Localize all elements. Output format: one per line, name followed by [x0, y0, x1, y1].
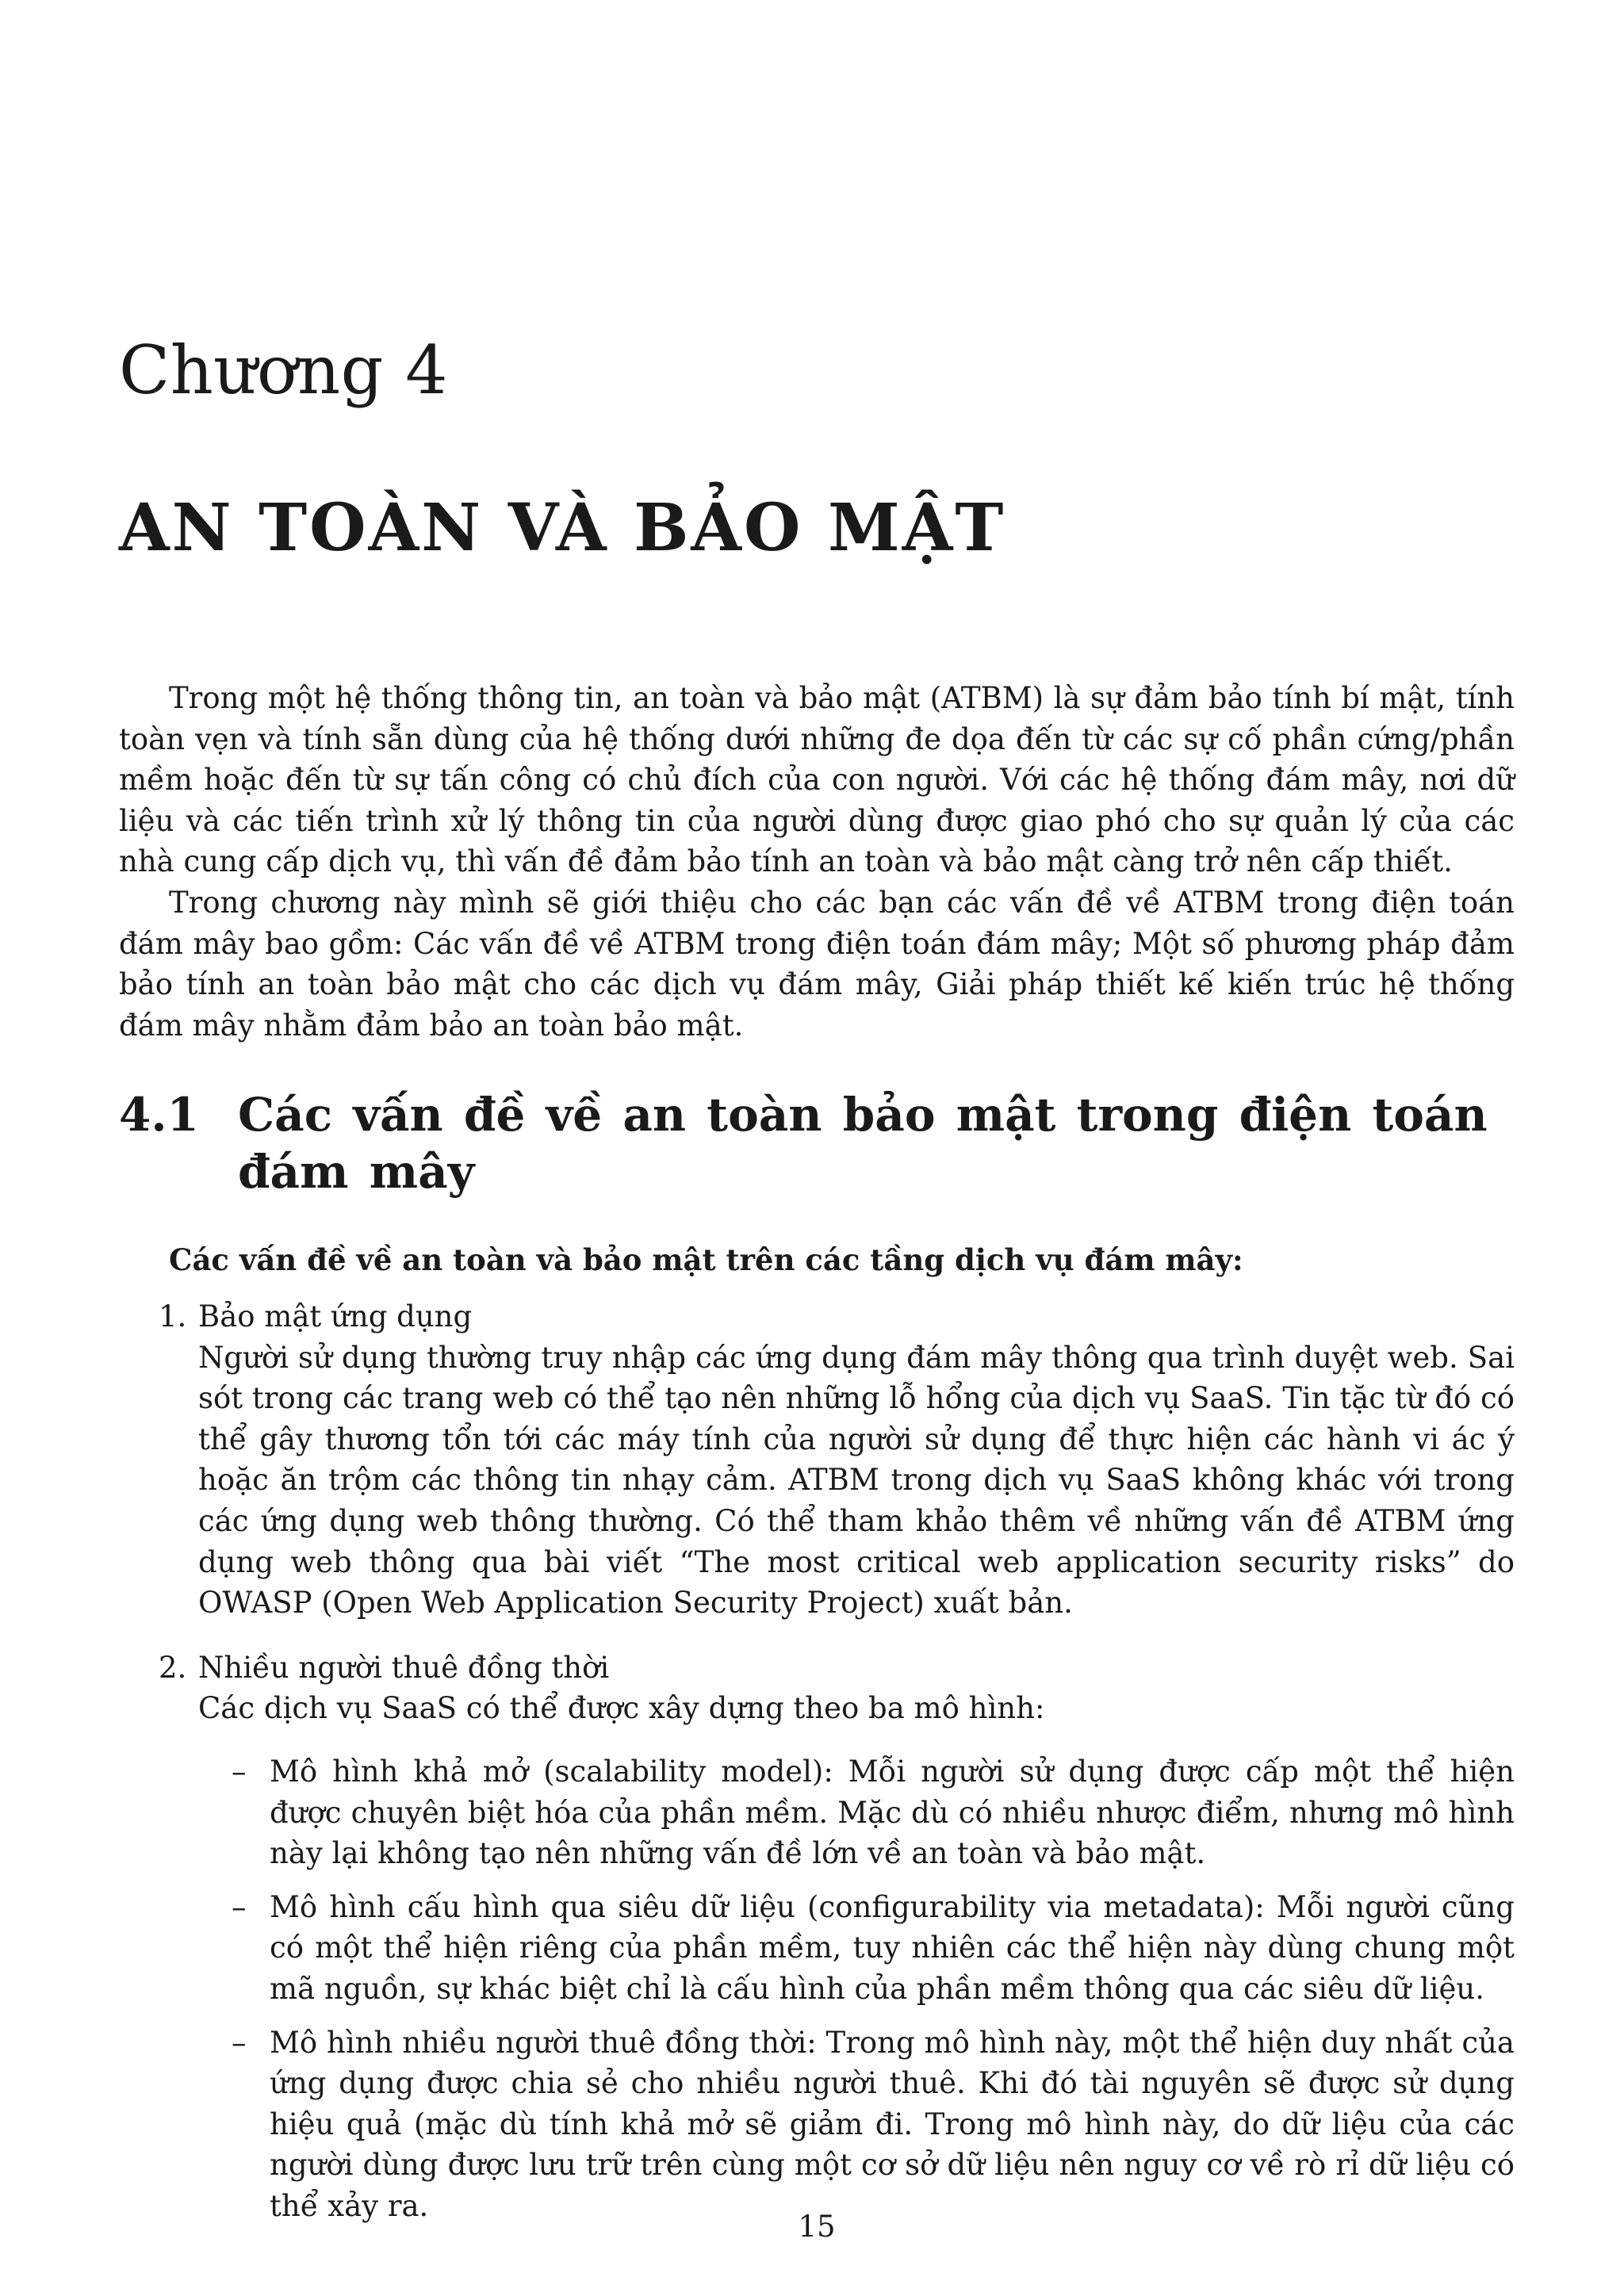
list-item	[159, 1296, 1515, 1624]
list-item-body	[198, 1296, 1515, 1624]
sub-list-item	[232, 1887, 1515, 2010]
intro-paragraph-1: Trong một hệ thống thông tin, an toàn và bảo mật (ATBM) là sự đảm bảo tính bí mật, tính toàn vẹn và tính sẵn dùng của hệ thống dưới những đe dọa đến từ các sự cố phần cứng/phần mềm hoặc đến từ sự tấn công có chủ đích của con người. Với các hệ thống đám mây, nơi dữ liệu và các tiến trình xử lý thông tin của người dùng được giao phó cho sự quản lý của các nhà cung cấp dịch vụ, thì vấn đề đảm bảo tính an toàn và bảo mật càng trở nên cấp thiết.	[119, 681, 1515, 879]
sub-list	[232, 1751, 1515, 2227]
list-item-title: Bảo mật ứng dụng	[198, 1299, 473, 1334]
list-item-number: 1.	[159, 1299, 187, 1334]
list-item-text: Người sử dụng thường truy nhập các ứng dụng đám mây thông qua trình duyệt web. Sai sót trong các trang web có thể tạo nên những lỗ hổng của dịch vụ SaaS. Tin tặc từ đó có thể gây thương tổn tới các máy tính của người sử dụng để thực hiện các hành vi ác ý hoặc ăn trộm các thông tin nhạy cảm. ATBM trong dịch vụ SaaS không khác với trong các ứng dụng web thông thường. Có thể tham khảo thêm về những vấn đề ATBM ứng dụng web thông qua bài viết “The most critical web application security risks” do OWASP (Open Web Application Security Project) xuất bản.	[198, 1340, 1515, 1621]
sub-list-item	[232, 2022, 1515, 2227]
dash-bullet: –	[232, 1754, 247, 1789]
section-number: 4.1	[119, 1088, 199, 1142]
dash-bullet: –	[232, 1889, 247, 1924]
page-number: 15	[798, 2210, 836, 2244]
list-item	[159, 1647, 1515, 2227]
sub-list-item-text: Mô hình cấu hình qua siêu dữ liệu (configurability via metadata): Mỗi người cũng có một thể hiện riêng của phần mềm, tuy nhiên các thể hiện này dùng chung một mã nguồn, sự khác biệt chỉ là cấu hình của phần mềm thông qua các siêu dữ liệu.	[270, 1889, 1515, 2006]
sub-list-item-text: Mô hình nhiều người thuê đồng thời: Trong mô hình này, một thể hiện duy nhất của ứng dụng được chia sẻ cho nhiều người thuê. Khi đó tài nguyên sẽ được sử dụng hiệu quả (mặc dù tính khả mở sẽ giảm đi. Trong mô hình này, do dữ liệu của các người dùng được lưu trữ trên cùng một cơ sở dữ liệu nên nguy cơ về rò rỉ dữ liệu có thể xảy ra.	[270, 2025, 1515, 2223]
chapter-label: Chương 4	[119, 331, 449, 409]
list-item-text: Các dịch vụ SaaS có thể được xây dựng theo ba mô hình:	[198, 1691, 1045, 1726]
intro-paragraph-2: Trong chương này mình sẽ giới thiệu cho các bạn các vấn đề về ATBM trong điện toán đám mây bao gồm: Các vấn đề về ATBM trong điện toán đám mây; Một số phương pháp đảm bảo tính an toàn bảo mật cho các dịch vụ đám mây, Giải pháp thiết kế kiến trúc hệ thống đám mây nhằm đảm bảo an toàn bảo mật.	[119, 885, 1515, 1043]
list-item-body	[198, 1647, 1515, 1729]
intro-section	[119, 678, 1515, 1046]
sub-list-item	[232, 1751, 1515, 1874]
chapter-title: AN TOÀN VÀ BẢO MẬT	[119, 490, 1006, 566]
list-item-number: 2.	[159, 1650, 187, 1685]
numbered-list	[119, 1296, 1515, 2250]
dash-bullet: –	[232, 2025, 247, 2060]
subheading: Các vấn đề về an toàn và bảo mật trên các tầng dịch vụ đám mây:	[169, 1242, 1243, 1277]
section-title: Các vấn đề về an toàn bảo mật trong điện toán đám mây	[238, 1088, 1488, 1199]
section-heading	[119, 1086, 1515, 1200]
list-item-title: Nhiều người thuê đồng thời	[198, 1650, 610, 1685]
document-page	[119, 0, 1515, 2296]
sub-list-item-text: Mô hình khả mở (scalability model): Mỗi người sử dụng được cấp một thể hiện được chuyên biệt hóa của phần mềm. Mặc dù có nhiều nhược điểm, nhưng mô hình này lại không tạo nên những vấn đề lớn về an toàn và bảo mật.	[270, 1754, 1515, 1871]
